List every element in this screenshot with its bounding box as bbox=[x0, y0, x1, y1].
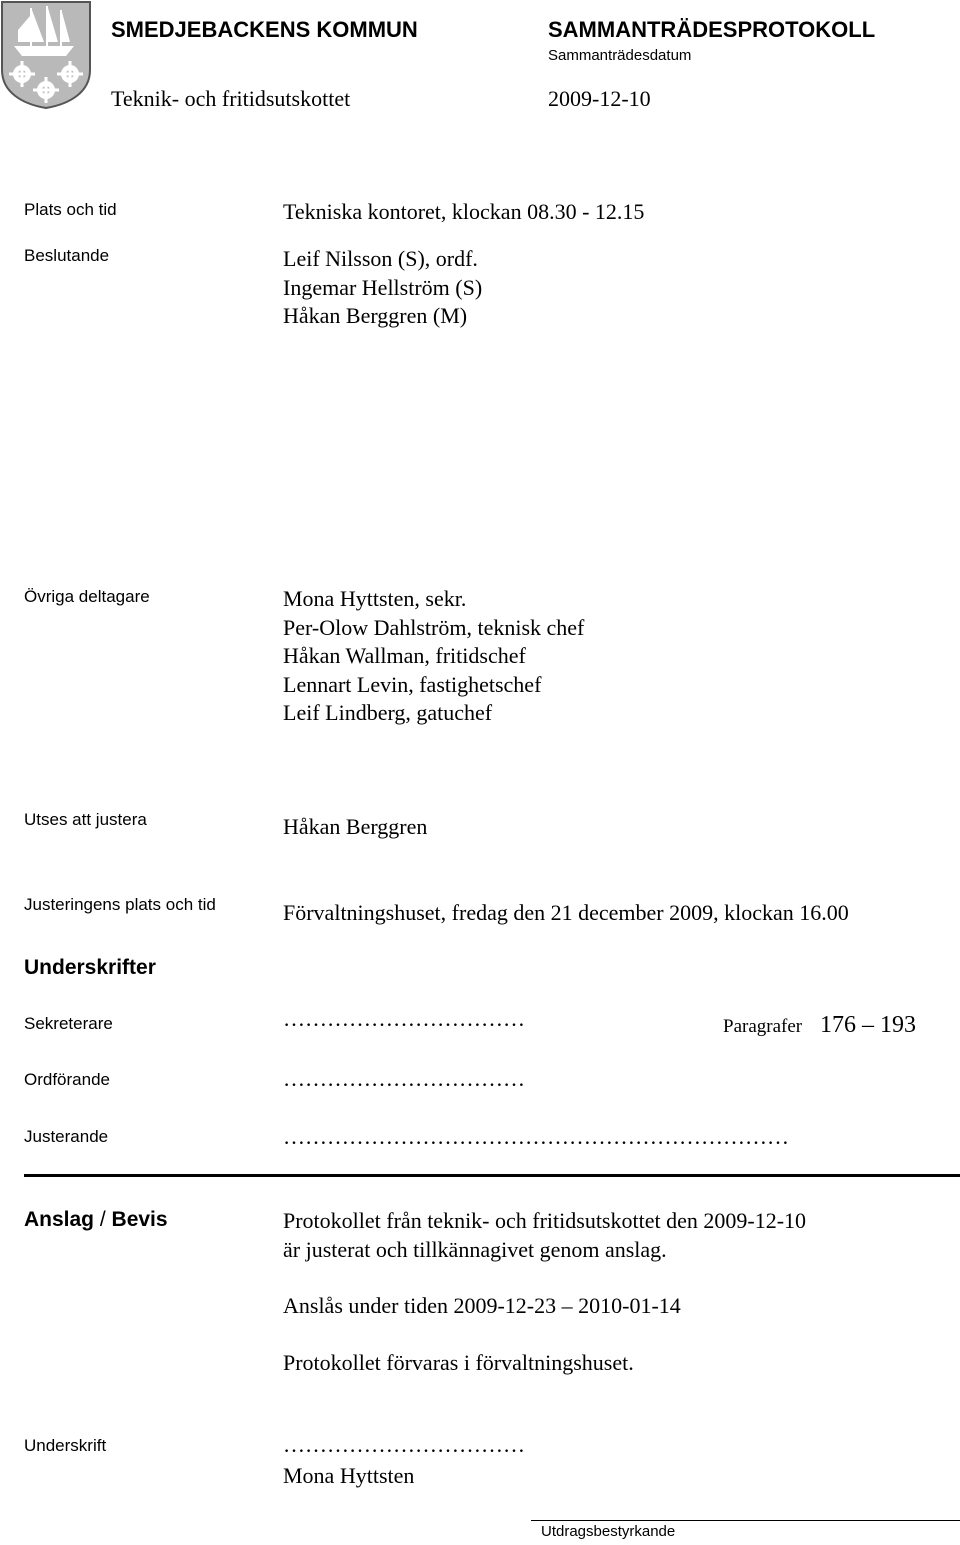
adjuster-sign-label: Justerande bbox=[24, 1127, 109, 1146]
other-participants-label: Övriga deltagare bbox=[24, 587, 150, 606]
list-item: Lennart Levin, fastighetschef bbox=[283, 671, 542, 697]
adjuster-value: Håkan Berggren bbox=[283, 814, 428, 839]
adjust-place-label: Justeringens plats och tid bbox=[24, 895, 216, 914]
signature-label: Underskrift bbox=[24, 1436, 107, 1455]
extract-certification-label: Utdragsbestyrkande bbox=[541, 1523, 676, 1540]
adjust-place-value: Förvaltningshuset, fredag den 21 december 2009, klockan 16.00 bbox=[283, 900, 849, 925]
signature-line: …………………………… bbox=[283, 1432, 525, 1457]
list-item: Håkan Wallman, fritidschef bbox=[283, 643, 526, 668]
notice-line-1: Protokollet från teknik- och fritidsutskottet den 2009-12-10 bbox=[283, 1208, 807, 1233]
deciding-label: Beslutande bbox=[24, 246, 110, 265]
signer-name: Mona Hyttsten bbox=[283, 1463, 415, 1488]
meeting-date: 2009-12-10 bbox=[548, 86, 651, 111]
other-participants bbox=[283, 585, 584, 728]
coat-of-arms-logo bbox=[0, 0, 92, 110]
footer-rule bbox=[531, 1520, 960, 1521]
chair-signature-line: …………………………… bbox=[283, 1066, 525, 1091]
committee-name: Teknik- och fritidsutskottet bbox=[111, 86, 351, 111]
notice-heading bbox=[24, 1208, 168, 1232]
place-time-label: Plats och tid bbox=[24, 200, 117, 219]
organization-name: SMEDJEBACKENS KOMMUN bbox=[111, 17, 418, 42]
notice-line-2: är justerat och tillkännagivet genom anslag. bbox=[283, 1236, 667, 1262]
signatures-heading: Underskrifter bbox=[24, 956, 156, 979]
notice-heading-part1: Anslag bbox=[24, 1208, 95, 1231]
adjuster-signature-line: …………………………………………………………… bbox=[283, 1124, 789, 1149]
list-item: Ingemar Hellström (S) bbox=[283, 274, 483, 300]
section-divider bbox=[24, 1174, 960, 1177]
list-item: Mona Hyttsten, sekr. bbox=[283, 586, 467, 611]
notice-text bbox=[283, 1207, 806, 1264]
ship-gears-icon bbox=[0, 0, 92, 110]
notice-heading-part2: Bevis bbox=[111, 1208, 168, 1231]
storage-note: Protokollet förvaras i förvaltningshuset. bbox=[283, 1350, 634, 1375]
posting-period: Anslås under tiden 2009-12-23 – 2010-01-14 bbox=[283, 1293, 681, 1318]
deciding-members bbox=[283, 245, 482, 331]
chair-label: Ordförande bbox=[24, 1070, 110, 1089]
list-item: Håkan Berggren (M) bbox=[283, 303, 468, 328]
list-item: Leif Nilsson (S), ordf. bbox=[283, 246, 478, 271]
meeting-date-label: Sammanträdesdatum bbox=[548, 47, 692, 64]
paragraphs-label: Paragrafer bbox=[723, 1016, 803, 1037]
adjuster-label: Utses att justera bbox=[24, 810, 147, 829]
secretary-label: Sekreterare bbox=[24, 1014, 113, 1033]
paragraphs-value: 176 – 193 bbox=[820, 1012, 916, 1038]
place-time-value: Tekniska kontoret, klockan 08.30 - 12.15 bbox=[283, 199, 645, 224]
list-item: Leif Lindberg, gatuchef bbox=[283, 700, 493, 725]
notice-heading-separator: / bbox=[94, 1208, 112, 1231]
secretary-signature-line: …………………………… bbox=[283, 1006, 525, 1031]
list-item: Per-Olow Dahlström, teknisk chef bbox=[283, 614, 585, 640]
document-title: SAMMANTRÄDESPROTOKOLL bbox=[548, 17, 876, 42]
